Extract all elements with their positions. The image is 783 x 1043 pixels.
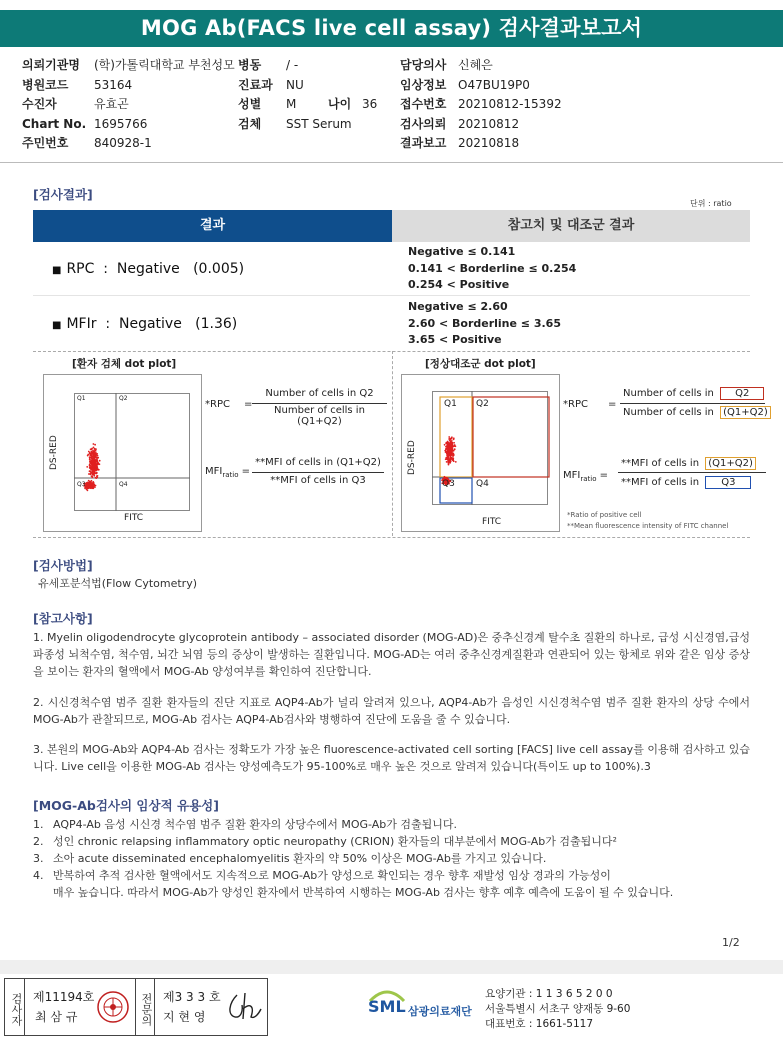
value-doctor: 신혜은 [458,58,493,72]
cell-dot [445,442,447,444]
cell-dot [95,472,97,474]
row-divider [33,295,750,296]
cell-dot [95,470,97,472]
label-sex: 성별 [238,97,262,111]
info-col-2 [238,56,398,134]
value-receipt-no: 20210812-15392 [458,97,562,111]
plot-divider [392,351,393,536]
item-number: 1. [33,818,44,831]
patient-scatter [74,393,190,511]
cell-dot [92,455,94,457]
seal-stamp-icon [95,987,131,1027]
cell-dot [93,483,95,485]
cell-dot [93,443,95,445]
cell-dot [97,455,99,457]
value-ward: / - [286,58,299,72]
rpc-numerator-control [623,387,764,400]
info-col-3 [400,56,600,154]
rpc-ref-positive: 0.254 < Positive [408,278,510,291]
mfi-text: MFI [205,466,223,477]
reference-paragraph-2: 2. 시신경척수염 범주 질환 환자들의 진단 지표로 AQP4-Ab가 널리 알려져 있으나, AQP4-Ab가 음성인 시신경척수염 범주 질환 환자의 상당 수에서 MOG-Ab가 관찰되므로, MOG-Ab 검사는 AQP4-Ab검사와 병행하여 진단에 도움을 줄 수 있습니다. [33,696,750,726]
specialist-name: 지 현 영 [163,1010,206,1024]
reference-paragraph-3: 3. 본원의 MOG-Ab와 AQP4-Ab 검사는 정확도가 가장 높은 fluorescence-activated cell sorting [FACS] live cell assay를 이용해 검사하고 있습니다. Live cell을 이용한 MOG-Ab 검사는 양성예측도가 95-100%로 매우 높은 것으로 알려져 있습니다(특이도 up to 100%).3 [33,743,750,773]
mfi-denominator-control [621,476,751,489]
patient-q4-label: Q4 [119,481,128,488]
cell-dot [447,461,449,463]
value-chart-no: 1695766 [94,116,148,131]
q1q2-box: (Q1+Q2) [705,457,756,470]
cell-dot [95,463,97,465]
item-text: 성인 chronic relapsing inflammatory optic neuropathy (CRION) 환자들의 대부분에서 MOG-Ab가 검출됩니다² [53,835,617,848]
specialist-license: 제3 3 3 호 [163,990,221,1004]
control-q1-label: Q1 [444,399,457,409]
rpc-numerator: Number of cells in Q2 [265,388,374,399]
mfi-subscript: ratio [580,475,597,483]
mfi-den-text: **MFI of cells in [621,477,700,488]
result-column-header: 결과 [33,210,392,242]
rpc-denominator-control [623,406,771,419]
reference-paragraph-1: 1. Myelin oligodendrocyte glycoprotein antibody – associated disorder (MOG-AD)은 중추신경계 탈수초 질환의 하나로, 급성 시신경염,급성파종성 뇌척수염, 척수염, 뇌간 뇌염 등의 증상이 발생하는 질환입니다. MOG-AD는 여러 중추신경계질환과 연관되어 있는 항체로 위와 같은 임상 증상을 보이는 환자의 혈액에서 MOG-Ab 양성여부를 확인하여 진단합니다. [33,631,750,678]
rpc-num-text: Number of cells in [623,388,714,399]
cell-dot [452,453,454,455]
cell-dot [90,453,92,455]
cell-dot [86,485,88,487]
cell-dot [94,444,96,446]
q1q2-box: (Q1+Q2) [720,406,771,419]
cell-dot [95,460,97,462]
patient-q2-label: Q2 [119,395,128,402]
cell-dot [448,438,450,440]
dashed-divider [33,537,750,538]
rpc-formula-label: *RPC [563,399,588,410]
cell-dot [88,487,90,489]
cell-dot [96,475,98,477]
rpc-result [52,261,244,277]
control-y-axis-label: DS-RED [407,440,417,475]
utility-item [33,867,753,884]
item-number: 4. [33,869,44,882]
cell-dot [93,467,95,469]
org-code: 요양기관 : 1 1 3 6 5 2 0 0 [485,988,613,1000]
q3-box: Q3 [705,476,751,489]
fraction-line [252,472,384,473]
mfi-text: MFI [563,470,581,481]
mfi-formula-label: $MFI_{ratio}$ = [563,470,609,483]
value-dept: NU [286,77,304,92]
page-number: 1/2 [722,936,740,949]
value-request-date: 20210812 [458,116,520,131]
mfir-ref-borderline: 2.60 < Borderline ≤ 3.65 [408,316,561,330]
org-phone: 대표번호 : 1661-5117 [485,1018,594,1030]
cell-dot [448,458,450,460]
patient-dot-plot [43,374,202,532]
control-dot-plot [401,374,560,532]
utility-item [33,850,753,867]
cell-dot [92,462,94,464]
cell-dot [97,469,99,471]
cell-dot [453,442,455,444]
cell-dot [89,458,91,460]
mfi-denominator: **MFI of cells in Q3 [270,475,366,486]
cell-dot [447,459,449,461]
label-chart-no: Chart No. [22,116,87,131]
cell-dot [88,482,90,484]
utility-item-continued: 매우 높습니다. 따라서 MOG-Ab가 양성인 환자에서 반복하여 시행하는 MOG-Ab 검사는 향후 예후 예측에 도움이 될 수 있습니다. [53,886,674,899]
control-q4-label: Q4 [476,479,489,489]
cell-dot [444,476,446,478]
cell-dot [91,461,93,463]
label-request-date: 검사의뢰 [400,116,447,131]
footnote-mfi: **Mean fluorescence intensity of FITC channel [567,522,729,530]
value-hospital: (학)가톨릭대학교 부천성모 [94,58,235,72]
label-report-date: 결과보고 [400,136,447,150]
cell-dot [90,457,92,459]
bullet-icon: ■ [52,265,62,276]
cell-dot [90,448,92,450]
label-age: 나이 [328,97,352,111]
cell-dot [455,445,457,447]
cell-dot [95,448,97,450]
cell-dot [447,444,449,446]
patient-q3-label: Q3 [77,481,86,488]
label-hospital-code: 병원코드 [22,77,69,92]
cell-dot [90,468,92,470]
specialist-label: 전문의 [135,979,155,1035]
label-hospital: 의뢰기관명 [22,58,80,72]
mfir-ref-negative: Negative ≤ 2.60 [408,300,508,313]
mfir-reference [408,299,561,349]
cell-dot [447,449,449,451]
cell-dot [91,475,93,477]
results-heading: [검사결과] [33,187,93,202]
cell-dot [449,447,451,449]
control-x-axis-label: FITC [482,517,502,527]
cell-dot [444,444,446,446]
utility-heading: [MOG-Ab검사의 임상적 유용성] [33,798,219,813]
cell-dot [450,456,452,458]
method-text: 유세포분석법(Flow Cytometry) [38,577,198,590]
mfi-numerator: **MFI of cells in (Q1+Q2) [255,457,381,468]
cell-dot [455,461,457,463]
bullet-icon: ■ [52,320,62,331]
cell-dot [95,477,97,479]
cell-dot [91,480,93,482]
cell-dot [447,452,449,454]
cell-dot [87,454,89,456]
cell-dot [451,445,453,447]
utility-item [33,816,753,833]
cell-dot [99,463,101,465]
item-text: 소아 acute disseminated encephalomyelitis 환자의 약 50% 이상은 MOG-Ab를 가지고 있습니다. [53,852,547,865]
cell-dot [450,443,452,445]
value-report-date: 20210818 [458,136,520,150]
control-q2-label: Q2 [476,399,489,409]
label-clinical-info: 임상정보 [400,77,447,92]
org-name: 삼광의료재단 [408,1005,472,1018]
cell-dot [450,459,452,461]
cell-dot [97,462,99,464]
org-info [485,987,630,1032]
rpc-reference [408,244,576,294]
cell-dot [93,457,95,459]
control-q3-label: Q3 [442,479,455,489]
value-specimen: SST Serum [286,116,352,131]
fraction-line [252,403,387,404]
mfi-formula-label: $MFI_{ratio}$ = [205,466,251,479]
cell-dot [450,449,452,451]
value-clinical-info: O47BU19P0 [458,77,530,92]
patient-q1-label: Q1 [77,395,86,402]
reference-heading: [참고사항] [33,611,93,626]
item-text: AQP4-Ab 음성 시신경 척수염 범주 질환 환자의 상당수에서 MOG-Ab가 검출됩니다. [53,818,458,831]
patient-x-axis-label: FITC [124,513,144,523]
mfir-result-text: MFIr : Negative (1.36) [66,316,238,332]
item-number: 2. [33,835,44,848]
patient-plot-title: [환자 검체 dot plot] [72,358,177,370]
cell-dot [452,459,454,461]
value-age: 36 [362,97,378,111]
cell-dot [94,453,96,455]
patient-info [0,52,783,163]
label-ward: 병동 [238,58,262,72]
cell-dot [89,464,91,466]
label-dept: 진료과 [238,77,273,92]
rpc-ref-borderline: 0.141 < Borderline ≤ 0.254 [408,261,577,275]
logo-text: SML [368,997,406,1016]
cell-dot [453,439,455,441]
cell-dot [91,472,93,474]
cell-dot [91,459,93,461]
rpc-formula-label: *RPC [205,399,230,410]
mfi-num-text: **MFI of cells in [621,458,700,469]
sml-logo-icon [366,985,408,1023]
signature-box [4,978,268,1036]
cell-dot [88,473,90,475]
equals-sign: = [608,399,617,410]
value-patient: 유효곤 [94,97,129,111]
report-title: MOG Ab(FACS live cell assay) 검사결과보고서 [0,10,783,47]
item-text: 반복하여 추적 검사한 혈액에서도 지속적으로 MOG-Ab가 양성으로 확인되는 경우 향후 재발성 임상 경과의 가능성이 [53,869,611,882]
utility-item [33,833,753,850]
footer-band [0,960,783,974]
cell-dot [447,446,449,448]
equals-sign: = [244,399,253,410]
cell-dot [96,465,98,467]
rpc-result-text: RPC : Negative (0.005) [66,261,245,277]
inspector-license: 제11194호 [33,990,95,1004]
signature-icon [225,989,265,1025]
fraction-line [618,472,766,473]
cell-dot [445,446,447,448]
value-sex: M [286,97,297,111]
inspector-name: 최 삼 규 [35,1010,78,1024]
cell-dot [95,456,97,458]
unit-label: 단위 : ratio [690,199,732,208]
rpc-ref-negative: Negative ≤ 0.141 [408,245,516,258]
rpc-denominator: Number of cells in (Q1+Q2) [274,405,365,427]
cell-dot [99,460,101,462]
inspector-label: 검사자 [5,979,25,1035]
cell-dot [90,467,92,469]
cell-dot [86,466,88,468]
value-resident-no: 840928-1 [94,136,152,150]
cell-dot [453,450,455,452]
fraction-line [620,403,765,404]
cell-dot [452,455,454,457]
cell-dot [93,447,95,449]
item-number: 3. [33,852,44,865]
cell-dot [447,456,449,458]
label-resident-no: 주민번호 [22,136,69,150]
cell-dot [448,436,450,438]
label-patient: 수진자 [22,97,57,111]
value-hospital-code: 53164 [94,77,133,92]
org-address: 서울특별시 서초구 양재동 9-60 [485,1003,631,1015]
label-receipt-no: 접수번호 [400,97,447,111]
mfi-numerator-control [621,457,756,470]
q2-box: Q2 [720,387,764,400]
cell-dot [448,464,450,466]
mfir-result [52,316,237,332]
utility-list [33,816,753,901]
method-heading: [검사방법] [33,558,93,573]
patient-y-axis-label: DS-RED [49,435,59,470]
control-plot-title: [정상대조군 dot plot] [425,358,536,370]
rpc-den-text: Number of cells in [623,407,714,418]
label-doctor: 담당의사 [400,58,447,72]
cell-dot [89,487,91,489]
mfir-ref-positive: 3.65 < Positive [408,333,502,346]
cell-dot [450,453,452,455]
footnote-rpc: *Ratio of positive cell [567,511,642,519]
label-specimen: 검체 [238,116,262,131]
mfi-subscript: ratio [222,471,239,479]
cell-dot [92,473,94,475]
cell-dot [88,486,90,488]
cell-dot [93,451,95,453]
reference-column-header: 참고치 및 대조군 결과 [392,210,750,242]
